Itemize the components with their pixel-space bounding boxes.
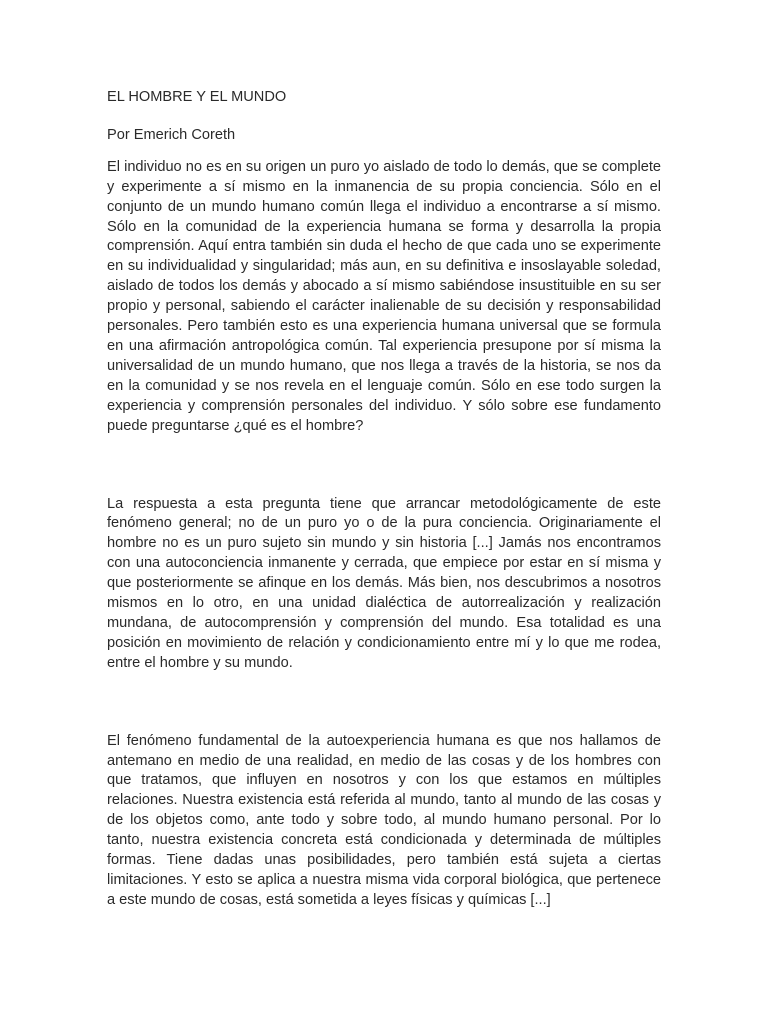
paragraph-3: El fenómeno fundamental de la autoexperiencia humana es que nos hallamos de antemano en medio de una realidad, en medio de las cosas y de los hombres con que tratamos, que influyen en nosotros y con los que estamos en múltiples relaciones. Nuestra existencia está referida al mundo, tanto al mundo de las cosas y de los objetos como, ante todo y sobre todo, al mundo humano personal. Por lo tanto, nuestra existencia concreta está condicionada y determinada de múltiples formas. Tiene dadas unas posibilidades, pero también está sujeta a ciertas limitaciones. Y esto se aplica a nuestra misma vida corporal biológica, que pertenece a este mundo de cosas, está sometida a leyes físicas y químicas [...]: [107, 732, 661, 908]
document-title: EL HOMBRE Y EL MUNDO: [107, 89, 287, 105]
document-author: Por Emerich Coreth: [107, 126, 236, 143]
document-body: [107, 88, 661, 911]
paragraph-1: El individuo no es en su origen un puro yo aislado de todo lo demás, que se complete y experimente a sí mismo en la inmanencia de su propia conciencia. Sólo en el conjunto de un mundo humano común llega el individuo a encontrarse a sí mismo. Sólo en la comunidad de la experiencia humana se forma y desarrolla la propia comprensión. Aquí entra también sin duda el hecho de que cada uno se experimente en su individualidad y singularidad; más aun, en su definitiva e insoslayable soledad, aislado de todos los demás y abocado a sí mismo sabiéndose insustituible en su ser propio y personal, sabiendo el carácter inalienable de su decisión y responsabilidad personales. Pero también esto es una experiencia humana universal que se formula en una afirmación antropológica común. Tal experiencia presupone por sí misma la universalidad de un mundo humano, que nos llega a través de la historia, se nos da en la comunidad y se nos revela en el lenguaje común. Sólo en ese todo surgen la experiencia y comprensión personales del individuo. Y sólo sobre ese fundamento puede preguntarse ¿qué es el hombre?: [107, 158, 661, 434]
paragraph-2: La respuesta a esta pregunta tiene que arrancar metodológicamente de este fenómeno general; no de un puro yo o de la pura conciencia. Originariamente el hombre no es un puro sujeto sin mundo y sin historia [...] Jamás nos encontramos con una autoconciencia inmanente y cerrada, que empiece por estar en sí misma y que posteriormente se afinque en los demás. Más bien, nos descubrimos a nosotros mismos en lo otro, en una unidad dialéctica de autorrealización y realización mundana, de autocomprensión y comprensión del mundo. Esa totalidad es una posición en movimiento de relación y condicionamiento entre mí y lo que me rodea, entre el hombre y su mundo.: [107, 495, 661, 671]
